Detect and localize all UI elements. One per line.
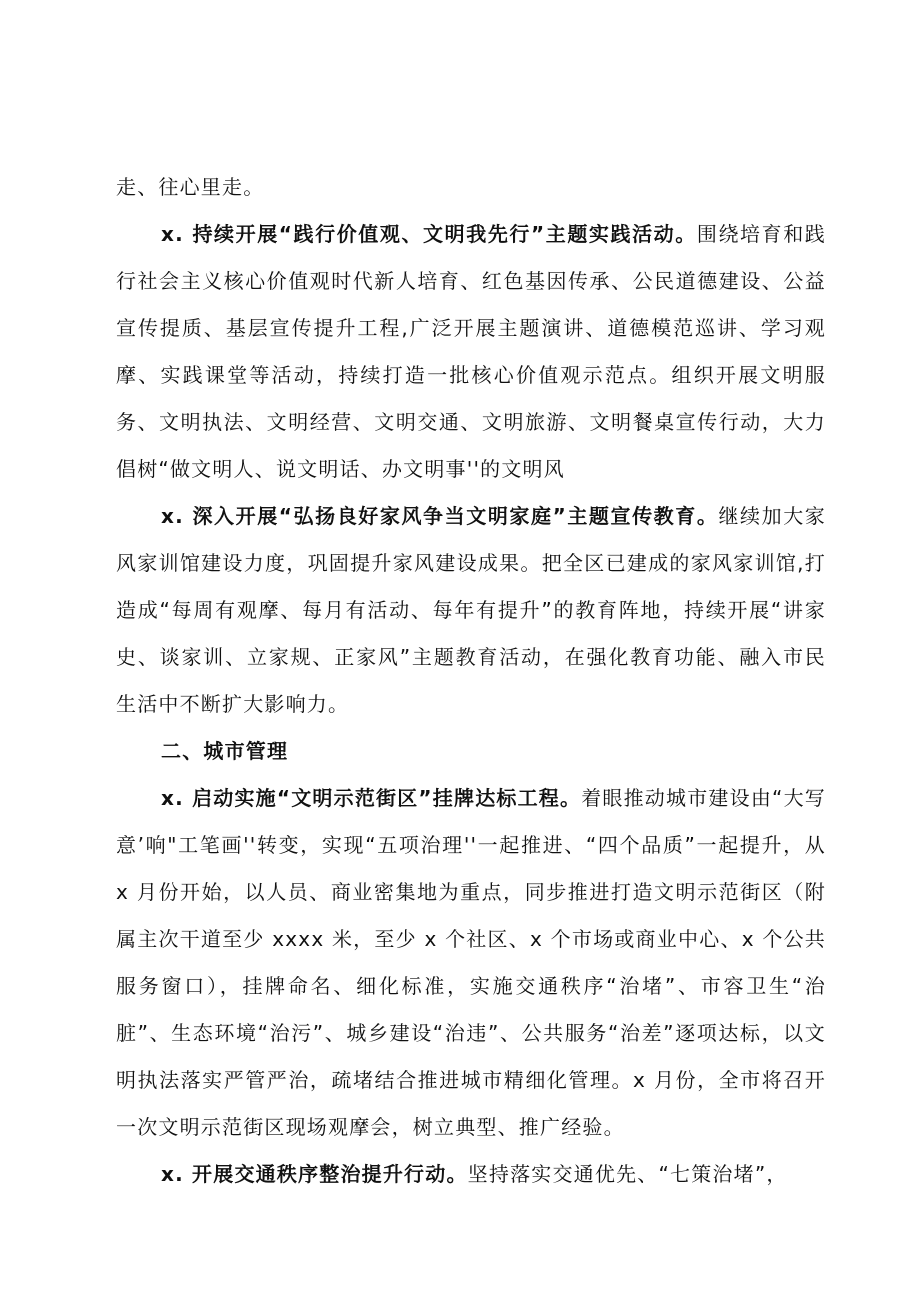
paragraph-lead: x. 深入开展“弘扬良好家风争当文明家庭”主题宣传教育。 [161,504,719,528]
paragraph-text: 继续加大家风家训馆建设力度，巩固提升家风建设成果。把全区已建成的家风家训馆,打造成“每周有观摩、每月有活动、每年有提升”的教育阵地，持续开展“讲家史、谈家训、立家规、正家风”主题教育活动，在强化教育功能、融入市民生活中不断扩大影响力。 [116,504,827,716]
paragraph-lead: x. 启动实施“文明示范街区”挂牌达标工程。 [161,786,582,810]
paragraph-text: 坚持落实交通优先、“七策治堵”， [467,1162,788,1186]
paragraph-text: 围绕培育和践行社会主义核心价值观时代新人培育、红色基因传承、公民道德建设、公益宣传提质、基层宣传提升工程,广泛开展主题演讲、道德模范巡讲、学习观摩、实践课堂等活动，持续打造一批核心价值观示范点。组织开展文明服务、文明执法、文明经营、文明交通、文明旅游、文明餐桌宣传行动，大力倡树“做文明人、说文明话、办文明事''的文明风 [116,222,826,481]
paragraph-text: 走、往心里走。 [116,175,265,199]
paragraph-continuation [116,164,826,211]
paragraph-values-practice [116,211,826,493]
paragraph-lead: x. 持续开展“践行价值观、文明我先行”主题实践活动。 [161,222,697,246]
paragraph-lead: x. 开展交通秩序整治提升行动。 [161,1162,468,1186]
document-body [116,164,826,1198]
paragraph-model-street [116,775,826,1151]
paragraph-text: 着眼推动城市建设由“大写意’响"工笔画''转变，实现“五项治理''一起推进、“四个品质”一起提升，从 x 月份开始，以人员、商业密集地为重点，同步推进打造文明示范街区（附属主次干道至少 xxxx 米，至少 x 个社区、x 个市场或商业中心、x 个公共服务窗口），挂牌命名、细化标准，实施交通秩序“治堵”、市容卫生“治脏”、生态环境“治污”、城乡建设“治违”、公共服务“治差”逐项达标，以文明执法落实严管严治，疏堵结合推进城市精细化管理。x 月份，全市将召开一次文明示范街区现场观摩会，树立典型、推广经验。 [116,786,826,1139]
section-heading: 二、城市管理 [161,739,289,763]
paragraph-family-values [116,493,826,728]
paragraph-traffic-order [116,1151,826,1198]
